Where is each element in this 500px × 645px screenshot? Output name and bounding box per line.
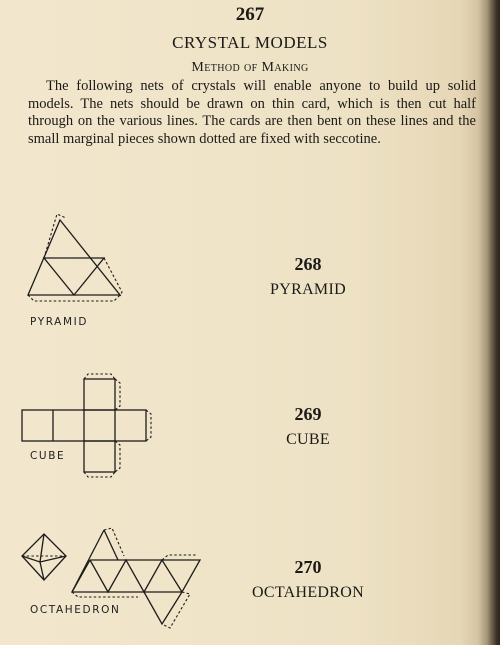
octahedron-figure-label: OCTAHEDRON [30,604,121,616]
page-title: CRYSTAL MODELS [172,33,328,52]
entry-number: 270 [294,557,322,577]
pyramid-figure-label: PYRAMID [30,316,89,328]
page-subtitle: Method of Making [191,60,309,75]
entry-number: 268 [294,254,322,274]
entry-name: CUBE [286,431,330,448]
cube-figure-label: CUBE [30,450,66,462]
intro-paragraph: The following nets of crystals will enable anyone to build up solid models. The nets should be drawn on thin card, which is then cut half through on the various lines. The cards are then bent on these lines and the small marginal pieces shown dotted are fixed with seccotine. [28,78,476,147]
entry-number: 269 [294,404,322,424]
entry-name: OCTAHEDRON [252,584,364,601]
entry-name: PYRAMID [270,281,346,298]
entry-270 [218,557,398,602]
plate-number: 267 [235,4,265,25]
